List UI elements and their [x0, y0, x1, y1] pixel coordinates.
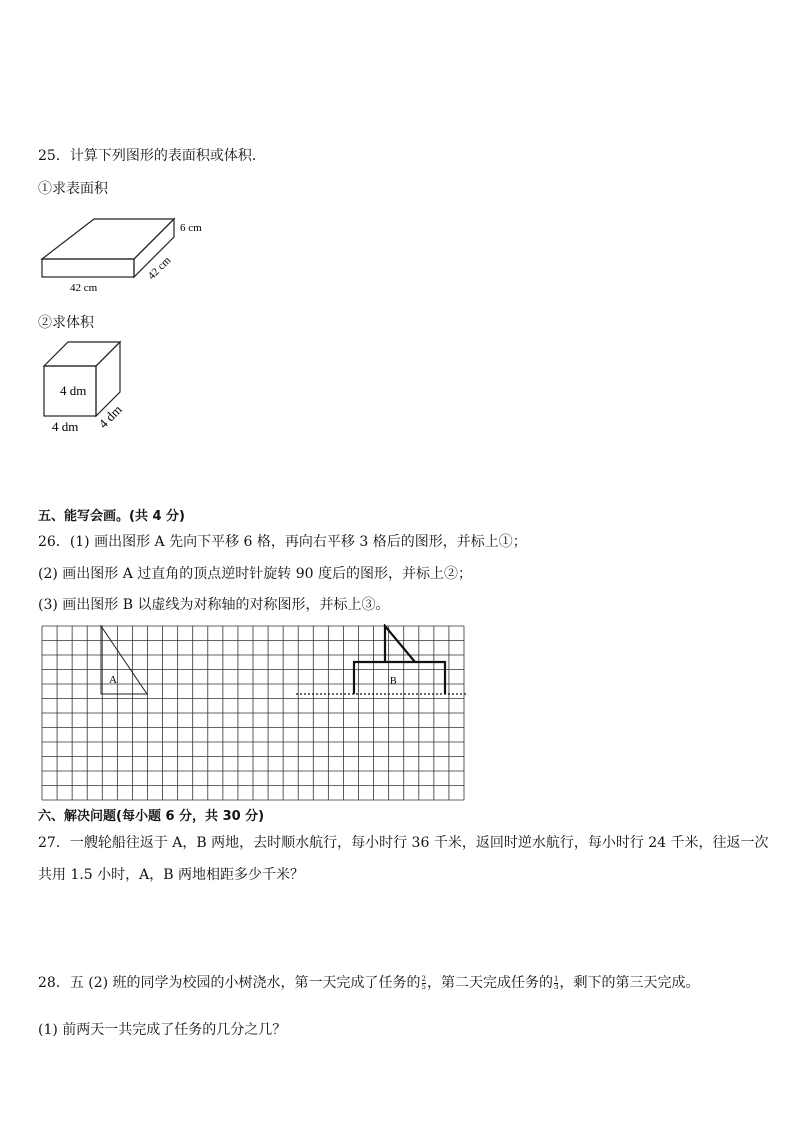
cuboid-depth-label: 42 cm — [145, 254, 174, 283]
q27-line1: 27．一艘轮船往返于 A，B 两地，去时顺水航行，每小时行 36 千米，返回时逆水航行，每小时行 24 千米，往返一次 — [38, 835, 769, 851]
cuboid-height-label: 6 cm — [180, 222, 202, 234]
q25-part1-label: ①求表面积 — [38, 181, 108, 197]
q25-stem: 25．计算下列图形的表面积或体积． — [38, 148, 266, 164]
shape-b-triangle — [385, 626, 415, 662]
cube-figure — [38, 338, 138, 438]
q28-fraction-2: $\frac{1}{3}$ — [554, 974, 559, 991]
cuboid-front-face — [42, 259, 134, 277]
cuboid-width-label: 42 cm — [70, 282, 98, 294]
shape-a-label: A — [109, 674, 117, 686]
q26-line1: 26．(1) 画出图形 A 先向下平移 6 格，再向右平移 3 格后的图形，并标上①； — [38, 534, 527, 550]
q28-text-2: ，第二天完成任务的 — [427, 975, 554, 991]
cube-width-label: 4 dm — [52, 419, 79, 434]
drawing-grid — [40, 624, 466, 802]
q28-stem — [38, 972, 699, 992]
q25-part2-label: ②求体积 — [38, 315, 94, 331]
q28-text-1: 28．五 (2) 班的同学为校园的小树浇水，第一天完成了任务的 — [38, 975, 421, 991]
shape-b-rect — [354, 662, 445, 694]
q26-line3: (3) 画出图形 B 以虚线为对称轴的对称图形，并标上③。 — [38, 597, 390, 613]
section6-heading: 六、解决问题(每小题 6 分，共 30 分) — [38, 809, 265, 824]
q28-fraction-1: $\frac{2}{5}$ — [421, 974, 427, 991]
cuboid-figure — [38, 212, 218, 294]
grid-lines — [42, 626, 464, 800]
q28-sub1: (1) 前两天一共完成了任务的几分之几？ — [38, 1022, 287, 1038]
section5-heading: 五、能写会画。(共 4 分) — [38, 509, 185, 524]
q28-text-3: ，剩下的第三天完成。 — [559, 975, 700, 991]
q26-line2: (2) 画出图形 A 过直角的顶点逆时针旋转 90 度后的图形，并标上②； — [38, 566, 473, 582]
shape-b-label: B — [390, 676, 397, 687]
cube-depth-label: 4 dm — [95, 401, 125, 432]
cube-face-label: 4 dm — [60, 383, 87, 398]
q27-line2: 共用 1.5 小时，A，B 两地相距多少千米？ — [38, 867, 305, 883]
